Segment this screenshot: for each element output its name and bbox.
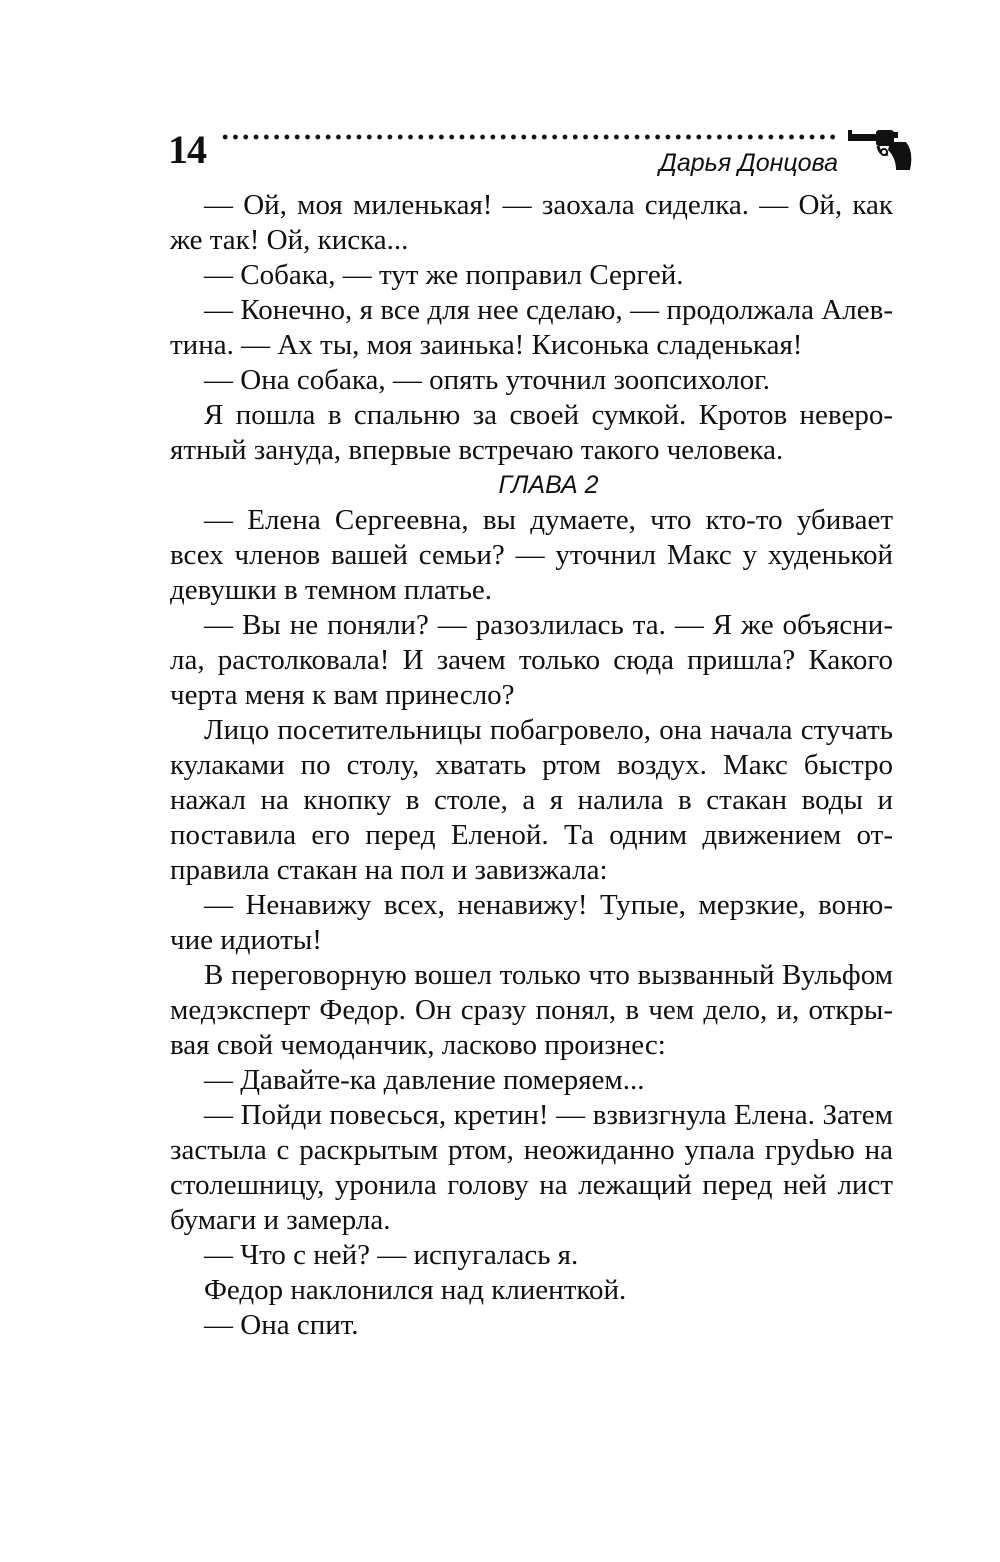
paragraph: — Она спит. — [204, 1309, 359, 1341]
paragraph: — Вы не поняли? — разозлилась та. — Я же объяснила, растолковала! И зачем только сюда пришла? Какого черта меня к вам принесло? — [170, 609, 893, 711]
revolver-icon — [848, 126, 914, 172]
paragraph: Лицо посетительницы побагровело, она начала стучать кулаками по столу, хватать ртом воздух. Макс быстро нажал на кнопку в столе, а я налила в стакан воды и поставила его перед Еленой. Та одним движением отправила стакан на пол и завизжала: — [170, 714, 893, 886]
paragraph: — Елена Сергеевна, вы думаете, что кто-то убивает всех членов вашей семьи? — уточнил Макс у худенькой девушки в темном платье. — [170, 504, 893, 606]
header-dotted-rule — [220, 133, 840, 141]
chapter-heading: ГЛАВА 2 — [498, 471, 599, 499]
paragraph: Я пошла в спальню за своей сумкой. Кротов невероятный зануда, впервые встречаю такого человека. — [170, 399, 893, 466]
paragraph: В переговорную вошел только что вызванный Вульфом медэксперт Федор. Он сразу понял, в чем дело, и, открывая свой чемоданчик, ласково произнес: — [170, 959, 893, 1061]
page-number: 14 — [168, 127, 206, 172]
paragraph: — Пойди повесься, кретин! — взвизгнула Елена. Затем застыла с раскрытым ртом, неожиданно упала груdью на столешницу, уронила голову на лежащий перед ней лист бумаги и замерла. — [170, 1099, 893, 1236]
page-text — [170, 188, 893, 1343]
paragraph: — Собака, — тут же поправил Сергей. — [204, 259, 684, 291]
paragraph: Федор наклонился над клиенткой. — [204, 1274, 627, 1306]
paragraph: — Что с ней? — испугалась я. — [204, 1239, 579, 1271]
paragraph: — Конечно, я все для нее сделаю, — продолжала Алевтина. — Ах ты, моя заинька! Кисонька сладенькая! — [170, 294, 893, 361]
paragraph: — Ненавижу всех, ненавижу! Тупые, мерзкие, вонючие идиоты! — [170, 889, 893, 956]
author-name: Дарья Донцова — [659, 149, 838, 177]
paragraph: — Давайте-ка давление померяем... — [204, 1064, 645, 1096]
paragraph: — Она собака, — опять уточнил зоопсихолог. — [204, 364, 771, 396]
paragraph: — Ой, моя миленькая! — заохала сиделка. — Ой, как же так! Ой, киска... — [170, 189, 893, 256]
